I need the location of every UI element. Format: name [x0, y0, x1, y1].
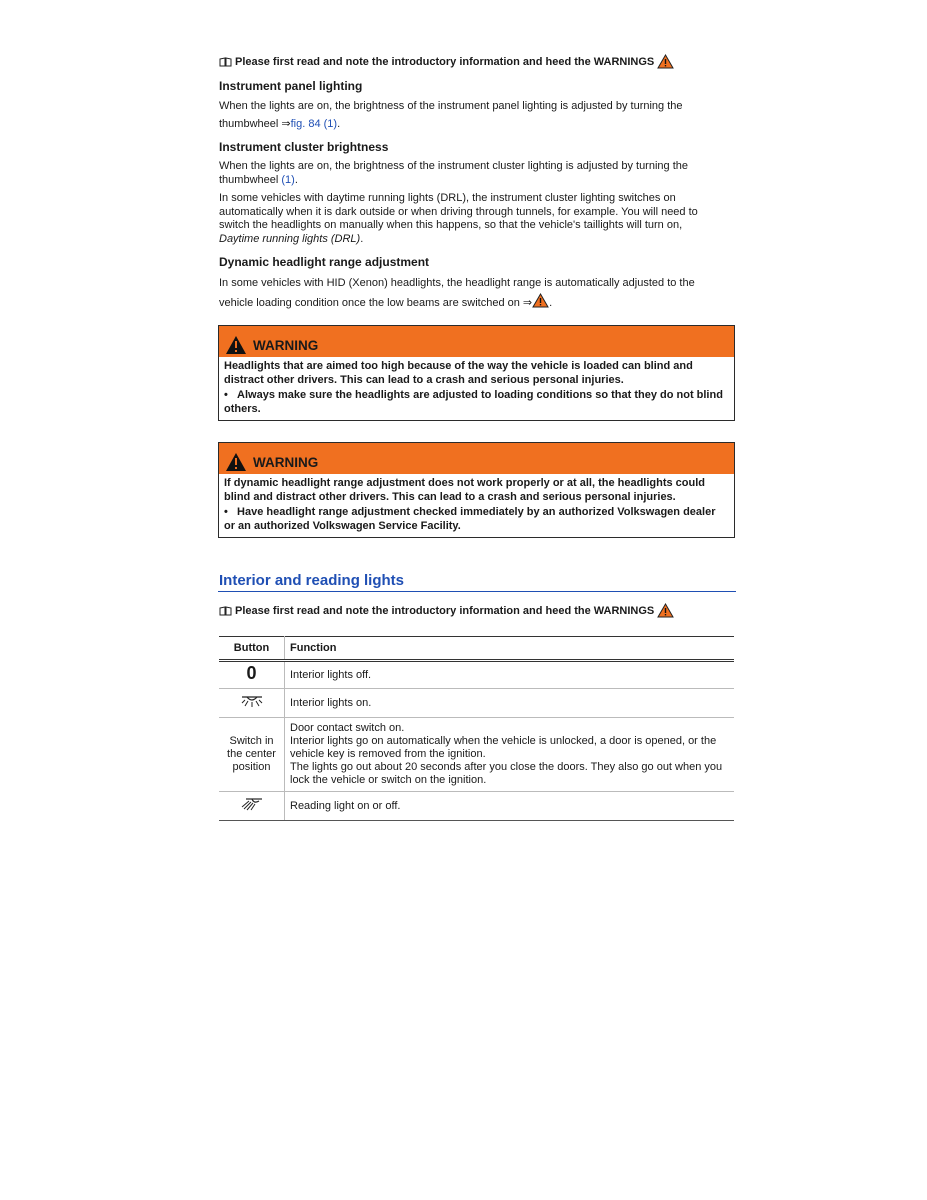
- warning-text: If dynamic headlight range adjustment does not work properly or at all, the headlights could blind and distract other drivers. This can lead to a crash and serious personal injuries.: [224, 477, 706, 503]
- p2-text: When the lights are on, the brightness of the instrument cluster lighting is adjusted by turning the thumbwheel: [219, 160, 688, 186]
- warning-title: WARNING: [253, 338, 319, 353]
- table-cell-function: Reading light on or off.: [285, 792, 735, 821]
- section-note-text: Please first read and note the introductory information and heed the WARNINGS: [235, 604, 655, 617]
- book-icon: [219, 57, 232, 67]
- warning-bullet: [224, 506, 729, 533]
- intro-note: [219, 54, 674, 69]
- warning-bullet-text: Always make sure the headlights are adjusted to loading conditions so that they do not blind others.: [224, 389, 723, 415]
- alert-triangle-icon: [225, 452, 247, 472]
- warning-bullet: [224, 389, 729, 416]
- heading-instrument-panel-lighting: Instrument panel lighting: [219, 79, 363, 93]
- table-row: [219, 792, 734, 821]
- zero-symbol-icon: 0: [246, 663, 257, 683]
- button-function-table: [219, 636, 734, 821]
- table-header-row: [219, 637, 734, 661]
- paragraph-cluster-1: [219, 160, 719, 187]
- warning-box-1: [218, 325, 735, 421]
- table-cell-function: Interior lights on.: [285, 689, 735, 718]
- alert-triangle-icon: [225, 335, 247, 355]
- section-note: [219, 603, 674, 618]
- drl-reference: Daytime running lights (DRL): [219, 232, 361, 245]
- bullet-icon: •: [224, 506, 238, 518]
- intro-note-text: Please first read and note the introductory information and heed the WARNINGS: [235, 55, 655, 68]
- col-header-button: Button: [219, 637, 285, 661]
- warning-title: WARNING: [253, 455, 319, 470]
- warning-text: Headlights that are aimed too high because of the way the vehicle is loaded can blind and distract other drivers. This can lead to a crash and serious personal injuries.: [224, 360, 693, 386]
- function-line: Door contact switch on.: [290, 722, 405, 734]
- function-line: The lights go out about 20 seconds after you close the doors. They also go out when you lock the vehicle or switch on the ignition.: [290, 761, 723, 786]
- reading-light-icon: [240, 797, 264, 811]
- arrow-ref: ⇒: [281, 117, 291, 130]
- table-row: [219, 689, 734, 718]
- arrow-ref-2: ⇒: [522, 296, 533, 309]
- warning-triangle-icon: [532, 293, 549, 308]
- warning-bullet-text: Have headlight range adjustment checked immediately by an authorized Volkswagen dealer or an authorized Volkswagen Service Facility.: [224, 506, 716, 532]
- warning-header: [219, 326, 734, 357]
- heading-dynamic-headlight: Dynamic headlight range adjustment: [219, 255, 430, 269]
- interior-light-icon: [240, 694, 264, 708]
- warning-header: [219, 443, 734, 474]
- warning-triangle-icon: [657, 54, 674, 69]
- warning-body: [219, 474, 734, 537]
- col-header-function: Function: [285, 637, 735, 661]
- table-cell-function: Interior lights off.: [285, 661, 735, 689]
- paragraph-dynamic-headlight: [219, 275, 719, 312]
- paragraph-instrument-panel: [219, 98, 719, 133]
- table-cell-button: [219, 689, 285, 718]
- p1-text: When the lights are on, the brightness of the instrument panel lighting is adjusted by turning the thumbwheel: [219, 100, 683, 130]
- p3-text: In some vehicles with daytime running lights (DRL), the instrument cluster lighting switches on automatically when it is dark outside or when driving through tunnels, for example. You will need to switch the headlights on manually when this happens, so that the vehicle's taillights will turn on,: [219, 192, 698, 231]
- p1-end: .: [337, 117, 341, 130]
- warning-triangle-icon: [657, 603, 674, 618]
- p4-text: In some vehicles with HID (Xenon) headlights, the headlight range is automatically adjusted to the vehicle loading condition once the low beams are switched on: [219, 277, 695, 309]
- p4-end: .: [549, 296, 553, 309]
- warning-body: [219, 357, 734, 420]
- table-cell-button: Switch in the center position: [219, 718, 285, 792]
- table-row: [219, 661, 734, 689]
- warning-box-2: [218, 442, 735, 538]
- p2-end: .: [294, 173, 298, 186]
- link-fig84[interactable]: fig. 84 (1): [290, 117, 338, 130]
- p3-end: .: [360, 232, 364, 245]
- table-row: [219, 718, 734, 792]
- table-cell-button: [219, 792, 285, 821]
- section-rule: [218, 591, 736, 592]
- section-title-interior-lights: Interior and reading lights: [219, 572, 405, 589]
- book-icon: [219, 606, 232, 616]
- table-cell-function: [285, 718, 735, 792]
- paragraph-cluster-2: [219, 192, 719, 246]
- link-thumbwheel-1[interactable]: (1): [281, 173, 295, 186]
- heading-instrument-cluster-brightness: Instrument cluster brightness: [219, 140, 389, 154]
- function-line: Interior lights go on automatically when the vehicle is unlocked, a door is opened, or the vehicle key is removed from the ignition.: [290, 735, 717, 760]
- bullet-icon: •: [224, 389, 238, 401]
- table-cell-button: [219, 661, 285, 689]
